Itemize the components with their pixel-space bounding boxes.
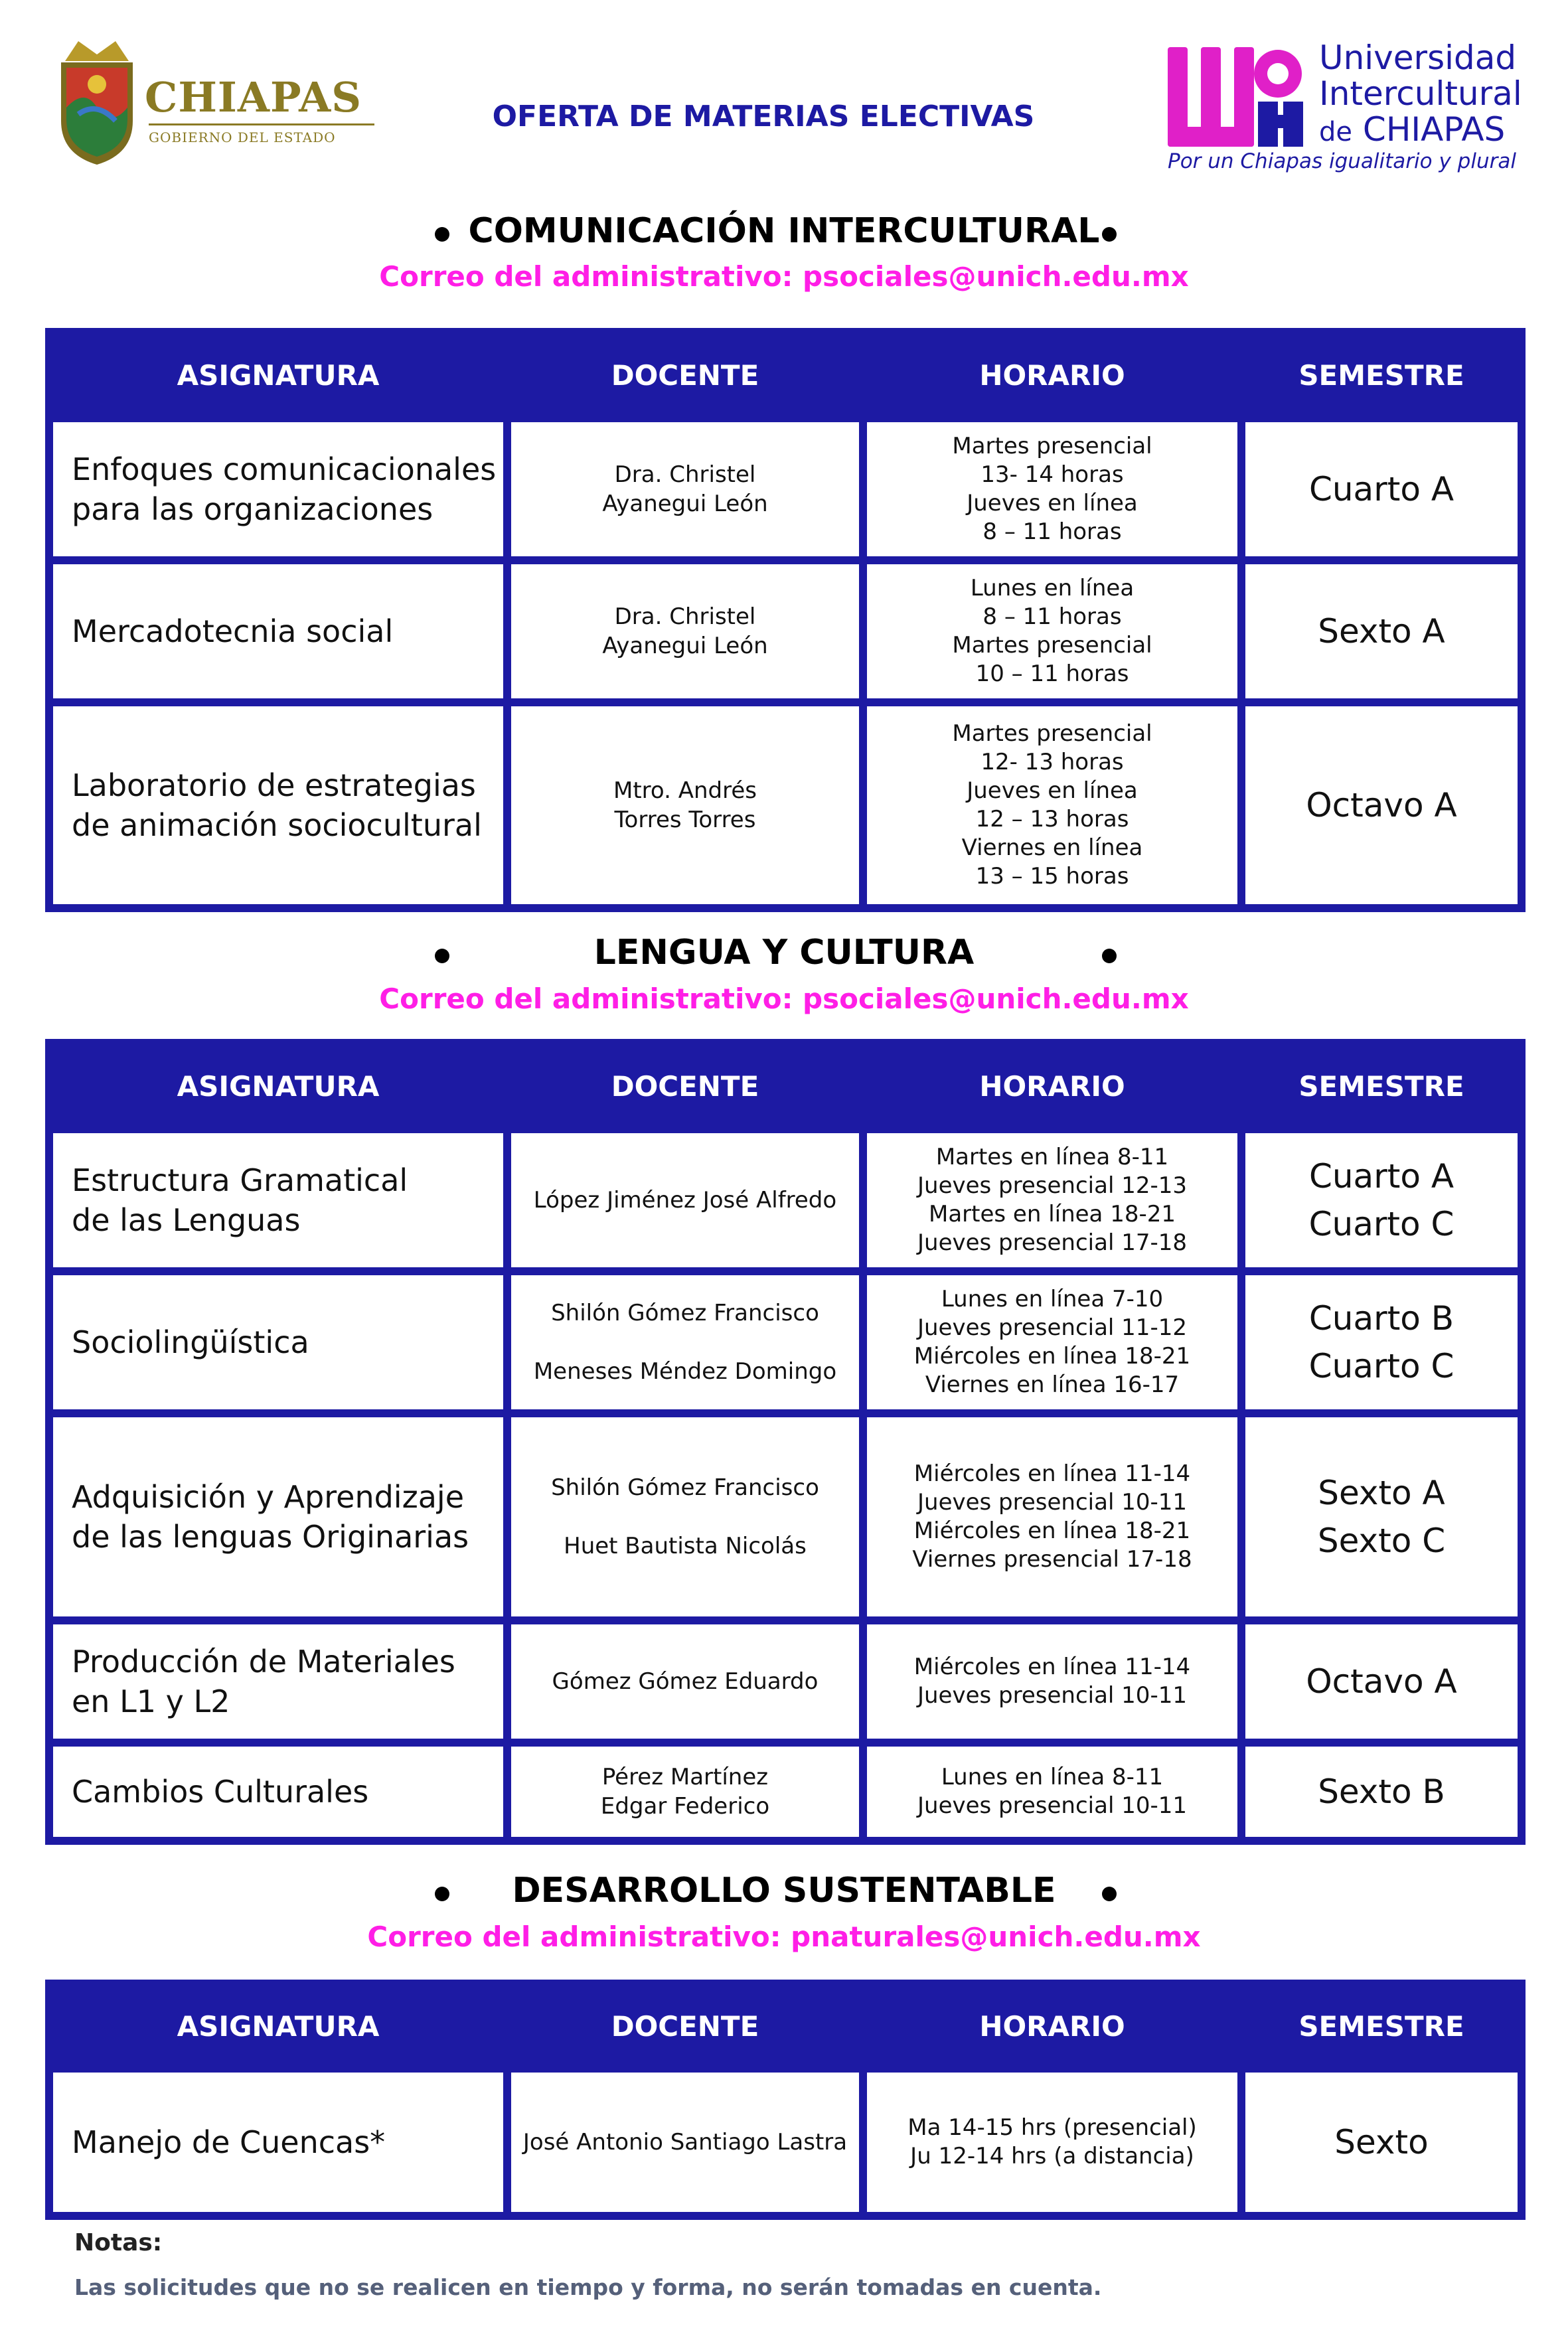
cell-semestre-text: Octavo A bbox=[1306, 1662, 1457, 1701]
table-header bbox=[49, 1984, 1522, 2069]
cell-docente bbox=[507, 1271, 863, 1413]
cell-horario-text: Lunes en línea 7-10 Jueves presencial 11-12 Miércoles en línea 18-21 Viernes en línea 16-17 bbox=[913, 1286, 1191, 1398]
cell-docente-text: Gómez Gómez Eduardo bbox=[552, 1668, 819, 1695]
cell-horario-text: Miércoles en línea 11-14 Jueves presencial 10-11 bbox=[913, 1654, 1191, 1709]
cell-horario-text: Lunes en línea 8 – 11 horas Martes presencial 10 – 11 horas bbox=[952, 575, 1152, 687]
column-header-asignatura: ASIGNATURA bbox=[177, 1069, 380, 1103]
cell-docente bbox=[507, 2069, 863, 2216]
cell-horario bbox=[863, 1743, 1241, 1841]
electives-table bbox=[45, 1039, 1526, 1845]
column-header-docente: DOCENTE bbox=[611, 2009, 759, 2043]
chiapas-subtitle: GOBIERNO DEL ESTADO bbox=[149, 123, 374, 145]
section-admin-email: Correo del administrativo: pnaturales@unich.edu.mx bbox=[367, 1921, 1201, 1953]
cell-asignatura bbox=[49, 418, 507, 560]
cell-asignatura-text: Sociolingüística bbox=[72, 1324, 309, 1360]
cell-horario-text: Martes presencial 13- 14 horas Jueves en línea 8 – 11 horas bbox=[952, 433, 1152, 545]
section-title: DESARROLLO SUSTENTABLE bbox=[512, 1871, 1056, 1911]
cell-horario bbox=[863, 1413, 1241, 1620]
table-row bbox=[49, 2069, 1522, 2216]
cell-horario-text: Ma 14-15 hrs (presencial) Ju 12-14 hrs (a distancia) bbox=[907, 2114, 1197, 2169]
cell-semestre-text: Sexto A bbox=[1318, 612, 1445, 651]
cell-horario bbox=[863, 418, 1241, 560]
cell-asignatura-text: Cambios Culturales bbox=[72, 1774, 369, 1810]
cell-docente bbox=[507, 1413, 863, 1620]
cell-horario bbox=[863, 560, 1241, 702]
cell-asignatura bbox=[49, 560, 507, 702]
cell-docente-text: José Antonio Santiago Lastra bbox=[522, 2129, 848, 2156]
table-row bbox=[49, 418, 1522, 560]
cell-asignatura bbox=[49, 1413, 507, 1620]
cell-docente bbox=[507, 418, 863, 560]
column-header-horario: HORARIO bbox=[979, 1069, 1125, 1103]
column-header-semestre: SEMESTRE bbox=[1298, 2009, 1464, 2043]
column-header-asignatura: ASIGNATURA bbox=[177, 358, 380, 392]
cell-semestre-text: Sexto A Sexto C bbox=[1317, 1474, 1446, 1560]
cell-semestre-text: Octavo A bbox=[1306, 786, 1457, 824]
section-bullet-icon bbox=[1102, 227, 1117, 242]
unich-emblem-icon bbox=[1165, 40, 1318, 153]
electives-table bbox=[45, 1980, 1526, 2220]
section-admin-email: Correo del administrativo: psociales@unich.edu.mx bbox=[379, 982, 1189, 1015]
cell-semestre bbox=[1241, 702, 1522, 908]
column-header-asignatura: ASIGNATURA bbox=[177, 2009, 380, 2043]
section-bullet-icon bbox=[435, 949, 449, 963]
cell-semestre-text: Sexto B bbox=[1318, 1772, 1445, 1811]
unich-name-line1: Universidad bbox=[1319, 39, 1517, 77]
cell-docente bbox=[507, 1620, 863, 1743]
cell-asignatura-text: Producción de Materiales en L1 y L2 bbox=[72, 1644, 455, 1719]
cell-horario-text: Martes en línea 8-11 Jueves presencial 12-13 Martes en línea 18-21 Jueves presencial 17-18 bbox=[917, 1144, 1187, 1256]
cell-docente-text: Shilón Gómez Francisco Huet Bautista Nicolás bbox=[551, 1474, 819, 1559]
section-admin-email: Correo del administrativo: psociales@unich.edu.mx bbox=[379, 260, 1189, 293]
cell-asignatura-text: Adquisición y Aprendizaje de las lenguas Originarias bbox=[72, 1479, 469, 1555]
section-bullet-icon bbox=[435, 1887, 449, 1901]
chiapas-wordmark: CHIAPAS bbox=[145, 73, 362, 121]
cell-asignatura bbox=[49, 2069, 507, 2216]
cell-semestre bbox=[1241, 1271, 1522, 1413]
table-row bbox=[49, 1271, 1522, 1413]
cell-horario-text: Martes presencial 12- 13 horas Jueves en línea 12 – 13 horas Viernes en línea 13 – 15 horas bbox=[952, 720, 1152, 890]
cell-asignatura bbox=[49, 1620, 507, 1743]
cell-docente-text: Mtro. Andrés Torres Torres bbox=[613, 777, 757, 833]
cell-asignatura-text: Mercadotecnia social bbox=[72, 613, 394, 649]
unich-name-chiapas: CHIAPAS bbox=[1362, 110, 1506, 149]
cell-semestre bbox=[1241, 1743, 1522, 1841]
cell-semestre bbox=[1241, 2069, 1522, 2216]
cell-semestre bbox=[1241, 418, 1522, 560]
cell-semestre-text: Sexto bbox=[1334, 2123, 1429, 2161]
page-title-text: OFERTA DE MATERIAS ELECTIVAS bbox=[492, 100, 1035, 133]
table-row bbox=[49, 560, 1522, 702]
cell-docente bbox=[507, 560, 863, 702]
cell-horario bbox=[863, 1620, 1241, 1743]
cell-semestre-text: Cuarto A Cuarto C bbox=[1308, 1157, 1454, 1243]
cell-asignatura-text: Enfoques comunicacionales para las organizaciones bbox=[72, 451, 497, 527]
section-title: COMUNICACIÓN INTERCULTURAL bbox=[468, 211, 1100, 251]
cell-asignatura-text: Estructura Gramatical de las Lenguas bbox=[72, 1162, 408, 1238]
cell-docente bbox=[507, 702, 863, 908]
cell-horario bbox=[863, 1129, 1241, 1271]
cell-asignatura bbox=[49, 1129, 507, 1271]
section-bullet-icon bbox=[1102, 949, 1117, 963]
electives-table bbox=[45, 328, 1526, 912]
notes-label: Notas: bbox=[74, 2229, 163, 2256]
cell-docente-text: Dra. Christel Ayanegui León bbox=[602, 461, 768, 517]
column-header-docente: DOCENTE bbox=[611, 358, 759, 392]
cell-docente bbox=[507, 1743, 863, 1841]
cell-semestre bbox=[1241, 1413, 1522, 1620]
cell-asignatura bbox=[49, 1743, 507, 1841]
unich-name-line3 bbox=[1319, 111, 1505, 151]
cell-horario bbox=[863, 2069, 1241, 2216]
column-header-semestre: SEMESTRE bbox=[1298, 358, 1464, 392]
table-row bbox=[49, 1743, 1522, 1841]
column-header-docente: DOCENTE bbox=[611, 1069, 759, 1103]
unich-logo bbox=[1165, 37, 1524, 176]
cell-horario bbox=[863, 702, 1241, 908]
cell-semestre bbox=[1241, 1129, 1522, 1271]
column-header-semestre: SEMESTRE bbox=[1298, 1069, 1464, 1103]
notes-text: Las solicitudes que no se realicen en tiempo y forma, no serán tomadas en cuenta. bbox=[74, 2274, 1102, 2300]
table-header bbox=[49, 1043, 1522, 1129]
cell-docente-text: Dra. Christel Ayanegui León bbox=[602, 603, 768, 659]
table-row bbox=[49, 1413, 1522, 1620]
table-row bbox=[49, 702, 1522, 908]
table-row bbox=[49, 1129, 1522, 1271]
cell-horario-text: Miércoles en línea 11-14 Jueves presencial 10-11 Miércoles en línea 18-21 Viernes presencial 17-18 bbox=[912, 1460, 1192, 1573]
cell-semestre bbox=[1241, 560, 1522, 702]
cell-asignatura bbox=[49, 1271, 507, 1413]
cell-docente-text: López Jiménez José Alfredo bbox=[533, 1187, 837, 1214]
cell-asignatura-text: Manejo de Cuencas* bbox=[72, 2124, 386, 2160]
cell-semestre-text: Cuarto A bbox=[1308, 470, 1454, 509]
table-header bbox=[49, 332, 1522, 418]
section-title: LENGUA Y CULTURA bbox=[593, 933, 975, 973]
column-header-horario: HORARIO bbox=[979, 358, 1125, 392]
cell-docente-text: Shilón Gómez Francisco Meneses Méndez Domingo bbox=[533, 1300, 837, 1385]
section-bullet-icon bbox=[435, 227, 449, 242]
unich-name-line2: Intercultural bbox=[1319, 74, 1522, 113]
unich-name-de: de bbox=[1319, 117, 1352, 147]
cell-asignatura-text: Laboratorio de estrategias de animación sociocultural bbox=[72, 767, 482, 843]
cell-asignatura bbox=[49, 702, 507, 908]
cell-horario-text: Lunes en línea 8-11 Jueves presencial 10-11 bbox=[917, 1764, 1187, 1819]
column-header-horario: HORARIO bbox=[979, 2009, 1125, 2043]
cell-semestre bbox=[1241, 1620, 1522, 1743]
section-bullet-icon bbox=[1102, 1887, 1117, 1901]
cell-semestre-text: Cuarto B Cuarto C bbox=[1308, 1299, 1454, 1385]
cell-horario bbox=[863, 1271, 1241, 1413]
cell-docente-text: Pérez Martínez Edgar Federico bbox=[600, 1764, 770, 1820]
unich-slogan: Por un Chiapas igualitario y plural bbox=[1168, 149, 1516, 173]
table-row bbox=[49, 1620, 1522, 1743]
cell-docente bbox=[507, 1129, 863, 1271]
